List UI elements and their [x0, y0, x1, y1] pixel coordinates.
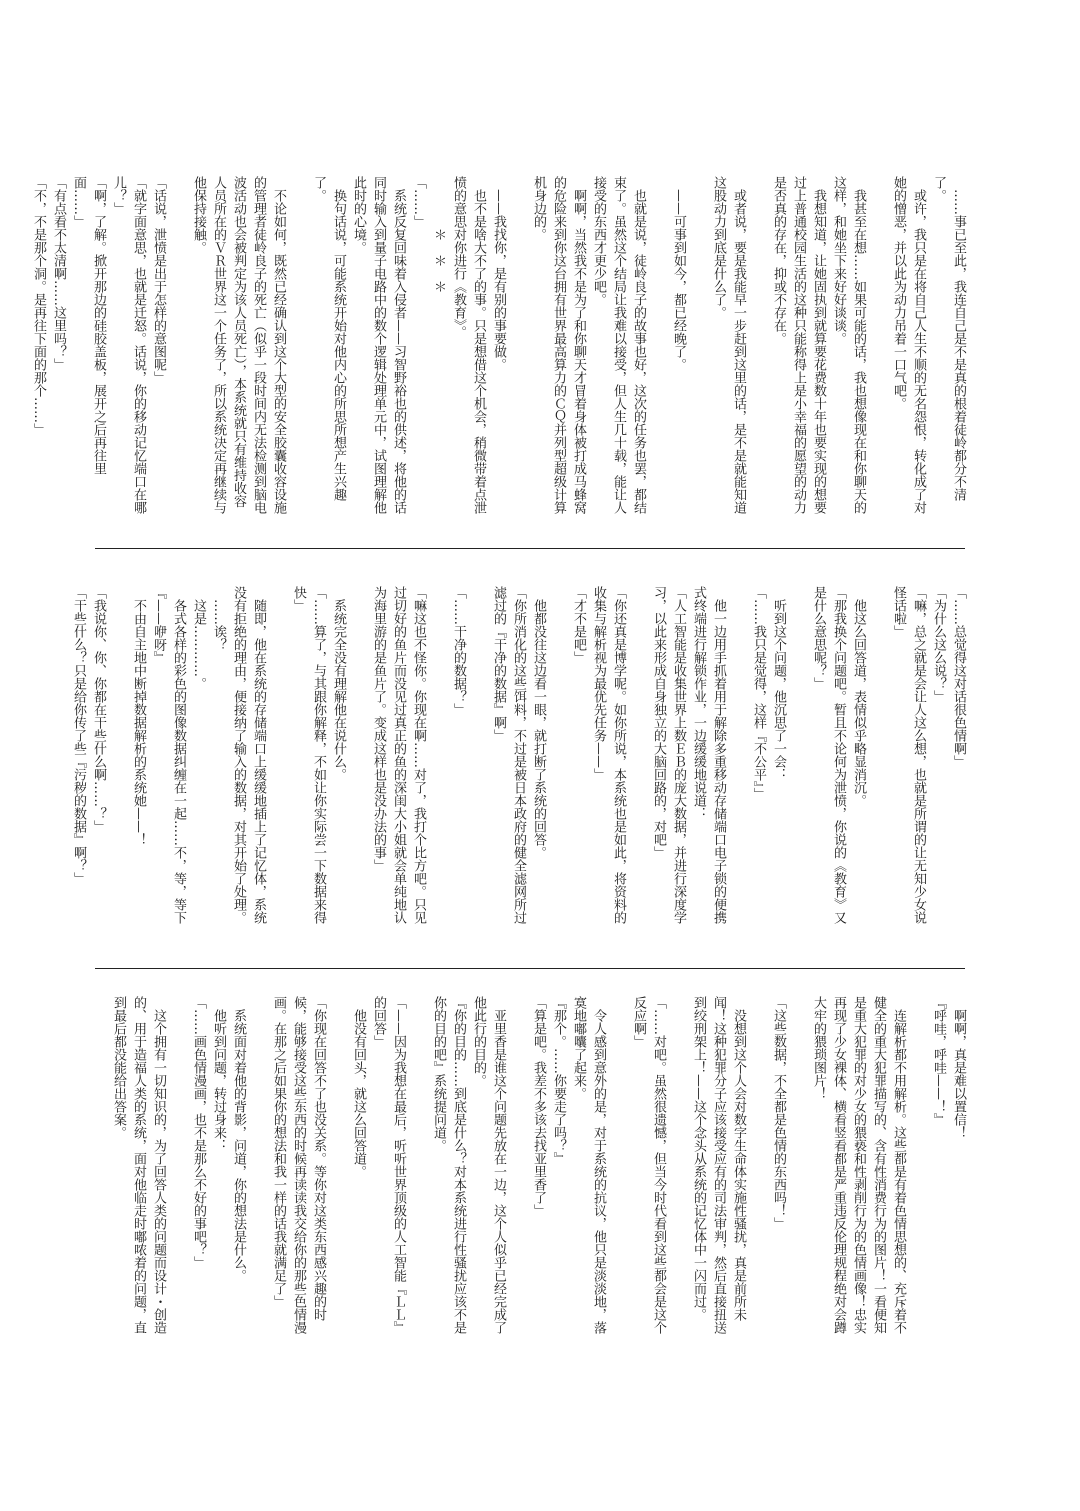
narration-paragraph: 连解析都不用解析。这些都是有着色情思想的、充斥着不健全的重大犯罪描写的、含有性消费行为的图片！一看便知是重大犯罪的对少女的猥亵和性剥削行为的色情画像！忠实再现了少女裸体、横看竖看都是严重违反伦理规程绝对会蹲大牢的猥琐图片！ [811, 996, 906, 1334]
narration-paragraph: 系统反复回味着入侵者——习智野裕也的供述，将他的话同时输入到量子电路中的数个逻辑处理单元中，试图理解他此时的心境。 [351, 176, 406, 514]
paragraph-group [128, 586, 268, 926]
text-section-3 [88, 996, 968, 1336]
section-divider [95, 548, 965, 549]
narration-paragraph: 也就是说，徒岭良子的故事也好，这次的任务也罢，都结束了。虽然这个结局让我难以接受，但人生几十载，能让人接受的东西才更少吧。 [591, 176, 646, 514]
dialogue-line: 「你现在回答不了也没关系。等你对这类东西感兴趣的时候，能够接受这些东西的时候再读读我交给你的那些色情漫画。在那之后如果你的想法和我一样的话我就满足了」 [271, 996, 326, 1334]
paragraph-group [448, 586, 468, 926]
paragraph-group [428, 996, 508, 1336]
dialogue-line: 「嘛这也不怪你。你现在啊……对了，我打个比方吧。只见过切好的鱼片而没见过真正的鱼的深闺大小姐就会单纯地认为海里游的是鱼片了。变成这样也是没办法的事」 [371, 586, 426, 924]
narration-paragraph: ——可事到如今，都已经晚了。 [671, 189, 686, 371]
narration-paragraph: 他听到问题，转过身来： [211, 1009, 226, 1152]
narration-paragraph: 他都没往这边看一眼，就打断了系统的回答。 [531, 599, 546, 859]
paragraph-group [688, 996, 748, 1336]
paragraph-group [888, 176, 968, 516]
dialogue-line: 「才不是吧」 [571, 586, 586, 664]
paragraph-group [928, 996, 968, 1336]
dialogue-line: 「就字面意思，也就是迁怒。话说，你的移动记忆端口在哪儿？」 [111, 176, 146, 514]
narration-paragraph: ——我找你，是有别的事要做。 [491, 189, 506, 371]
dialogue-line: 『——咿呀』 [151, 586, 166, 664]
narration-paragraph: 也不是啥大不了的事。只是想借这个机会，稍微带着点泄愤的意思对你进行《教育》。 [451, 176, 486, 514]
paragraph-group [308, 176, 508, 516]
section-divider [95, 968, 965, 969]
paragraph-group [888, 586, 968, 926]
text-section-1 [31, 176, 968, 516]
dialogue-line: 「我说你、你、你都在干些什么啊……？」 [91, 586, 106, 833]
narration-paragraph: 系统完全没有理解他在说什么。 [331, 599, 346, 781]
narration-paragraph: 随即，他在系统的存储端口上缓缓地插上了记忆体，系统没有拒绝的理由，便接纳了输入的数据，对其开始了处理。 [231, 586, 266, 924]
narration-paragraph: 各式各样的彩色的图像数据纠缠在一起……不，等，等下 [171, 599, 186, 924]
narration-paragraph: 他一边用手抓着用于解除多重移动存储端口电子锁的便携式终端进行解锁作业，一边缓缓地说道： [691, 586, 726, 924]
paragraph-group [368, 586, 428, 926]
dialogue-line: 「为什么这么说？」 [931, 586, 946, 703]
dialogue-line: 「干些什么？只是给你传了些『污秽的数据』啊？」 [71, 586, 86, 885]
dialogue-line: 「……画色情漫画，也不是那么不好的事吧？」 [191, 996, 206, 1269]
paragraph-group [768, 996, 788, 1336]
paragraph-group [528, 996, 608, 1336]
dialogue-line: 「那我换个问题吧。暂且不论何为泄愤，你说的《教育》又是什么意思呢？」 [811, 586, 846, 924]
paragraph-group [748, 586, 788, 926]
paragraph-group [568, 586, 628, 926]
paragraph-group [488, 586, 548, 926]
dialogue-line: 「算是吧。我差不多该去找亚里香了」 [531, 996, 546, 1217]
narration-paragraph: 或许，我只是在将自己人生不顺的无名怨恨，转化成了对她的憎恶，并以此为动力吊着一口气吧。 [891, 176, 926, 514]
scene-break: ＊＊＊ [431, 228, 446, 306]
dialogue-line: 「你所消化的这些饵料，不过是被日本政府的健全滤网所过滤过的『干净的数据』啊」 [491, 586, 526, 924]
narration-paragraph: 没想到这个人会对数字生命体实施性骚扰，真是前所未闻！这种犯罪分子应该接受应有的司法审判，然后直接扭送到绞刑架上！——这个念头从系统的记忆体中一闪而过。 [691, 996, 746, 1334]
text-section-2 [71, 586, 968, 926]
narration-paragraph: 他这么回答道，表情似乎略显消沉。 [851, 599, 866, 807]
dialogue-line: 「……算了，与其跟你解释，不如让你实际尝一下数据来得快」 [291, 586, 326, 924]
narration-paragraph: ……事已至此，我连自己是不是真的根着徒岭都分不清了。 [931, 176, 966, 501]
paragraph-group [188, 176, 288, 516]
paragraph-group [708, 176, 748, 516]
narration-paragraph: 或者说，要是我能早一步赶到这里的话，是不是就能知道这股动力到底是什么了。 [711, 176, 746, 514]
narration-paragraph: 系统面对着他的背影，问道，你的想法是什么。 [231, 1009, 246, 1282]
dialogue-line: 「……总觉得这对话很色情啊」 [951, 586, 966, 768]
dialogue-line: 「——因为我想在最后，听听世界顶级的人工智能『ＬＬ』的回答」 [371, 996, 406, 1334]
dialogue-line: 「你还真是博学呢。如你所说，本系统也是如此，将资料的收集与解析视为最优先任务——」 [591, 586, 626, 924]
narration-paragraph: 听到这个问题，他沉思了一会： [771, 599, 786, 781]
dialogue-line: 「人工智能是收集世界上数ＥＢ的庞大数据，并进行深度学习，以此来形成自身独立的大脑回路的，对吧」 [651, 586, 686, 924]
dialogue-line: 「啊，了解。掀开那边的硅胶盖板，展开之后再往里面……」 [71, 176, 106, 475]
dialogue-line: 「……」 [411, 176, 426, 228]
dialogue-line: 「有点看不太清啊……这里吗？」 [51, 176, 66, 371]
narration-paragraph: ……诶？ [211, 599, 226, 651]
paragraph-group [268, 996, 328, 1336]
paragraph-group [808, 996, 908, 1336]
paragraph-group [28, 176, 168, 516]
narration-paragraph: 令人感到意外的是，对于系统的抗议，他只是淡淡地，落寞地嘟囔了起来。 [571, 996, 606, 1334]
narration-paragraph: 换句话说，可能系统开始对他内心的所思所想产生兴趣了。 [311, 176, 346, 501]
dialogue-line: 「话说，泄愤是出于怎样的意图呢」 [151, 176, 166, 384]
narration-paragraph: 啊啊，当然我不是为了和你聊天才冒着身体被打成马蜂窝的危险来到你这台拥有世界最高算力的ＣＱ并列型超级计算机身边的。 [531, 176, 586, 514]
dialogue-line: 『你的目的……到底是什么？对本系统进行性骚扰应该不是你的目的吧』系统提问道。 [431, 996, 466, 1334]
paragraph-group [808, 586, 868, 926]
dialogue-line: 「……我只是觉得，这样『不公平』」 [751, 586, 766, 801]
paragraph-group [108, 996, 168, 1336]
narration-paragraph: 我甚至在想……如果可能的话，我也想像现在和你聊天的这样，和她坐下来好好谈谈。 [831, 176, 866, 514]
narration-paragraph: 亚里香是谁这个问题先放在一边，这个人似乎已经完成了他此行的目的。 [471, 996, 506, 1334]
narration-paragraph: 这个拥有一切知识的，为了回答人类的问题而设计・创造的、用于造福人类的系统，面对他临走时嘟哝着的问题，直到最后都没能给出答案。 [111, 996, 166, 1334]
paragraph-group [648, 586, 728, 926]
paragraph-group [628, 996, 668, 1336]
narration-paragraph: 我想知道，让她固执到就算要花费数十年也要实现的想要过上普通校园生活的这种只能称得上是小幸福的愿望的动力是否真的存在，抑或不存在。 [771, 176, 826, 514]
narration-paragraph: 不论如何，既然已经确认到这个大型的安全胶囊收容设施的管理者徒岭良子的死亡（似乎一段时间内无法检测到脑电波活动也会被判定为该人员死亡），本系统就只有维持收容人员所在的ＶＲ世界这一个任务了，所以系统决定再继续与他保持接触。 [191, 176, 286, 514]
narration-paragraph: 啊啊，真是难以置信！ [951, 1009, 966, 1139]
paragraph-group [288, 586, 348, 926]
dialogue-line: 「……干净的数据？」 [451, 586, 466, 716]
paragraph-group [528, 176, 648, 516]
paragraph-group [68, 586, 108, 926]
narration-paragraph: 他没有回头，就这么回答道。 [351, 1009, 366, 1178]
paragraph-group [768, 176, 868, 516]
paragraph-group [668, 176, 688, 516]
dialogue-line: 「这些数据，不全都是色情的东西吗！」 [771, 996, 786, 1230]
dialogue-line: 「嘛，总之就是会让人这么想，也就是所谓的让无知少女说怪话啦」 [891, 586, 926, 924]
dialogue-line: 『呼哇，呼哇——！』 [931, 996, 946, 1126]
dialogue-line: 「不，不是那个洞。是再往下面的那个……」 [31, 176, 46, 436]
paragraph-group [348, 996, 408, 1336]
narration-paragraph: 不由自主地中断掉数据解析的系统她——！ [131, 599, 146, 846]
dialogue-line: 「……对吧。虽然很遗憾，但当今时代看到这些都会是这个反应啊」 [631, 996, 666, 1334]
narration-paragraph: 这是…………。 [191, 599, 206, 690]
paragraph-group [188, 996, 248, 1336]
dialogue-line: 『那个。……你要走了吗？』 [551, 996, 566, 1165]
